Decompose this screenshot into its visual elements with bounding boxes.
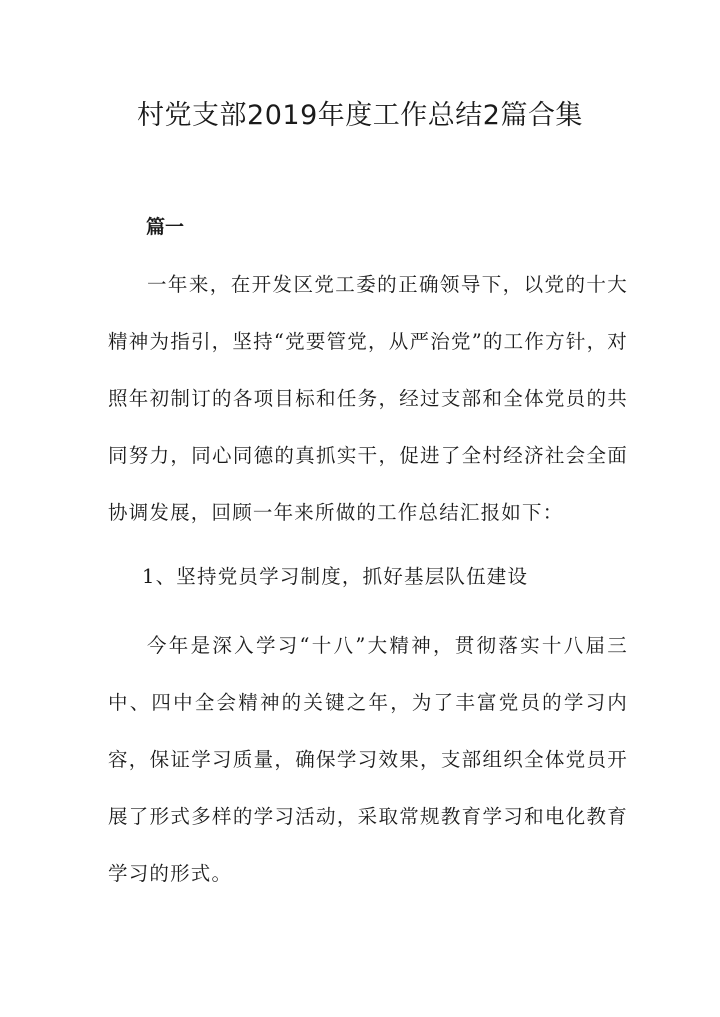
section-heading: 篇一 (146, 216, 185, 238)
body-paragraph-2: 今年是深入学习“十八”大精神，贯彻落实十八届三中、四中全会精神的关键之年，为了丰富党员的学习内容，保证学习质量，确保学习效果，支部组织全体党员开展了形式多样的学习活动，采取常规教育学习和电化教育学习的形式。 (108, 634, 628, 885)
body-paragraph-1: 一年来，在开发区党工委的正确领导下，以党的十大精神为指引，坚持“党要管党，从严治党”的工作方针，对照年初制订的各项目标和任务，经过支部和全体党员的共同努力，同心同德的真抓实干，促进了全村经济社会全面协调发展，回顾一年来所做的工作总结汇报如下： (108, 273, 628, 524)
subheading-1: 1、坚持党员学习制度，抓好基层队伍建设 (142, 565, 529, 588)
document-title: 村党支部2019年度工作总结2篇合集 (137, 100, 583, 131)
